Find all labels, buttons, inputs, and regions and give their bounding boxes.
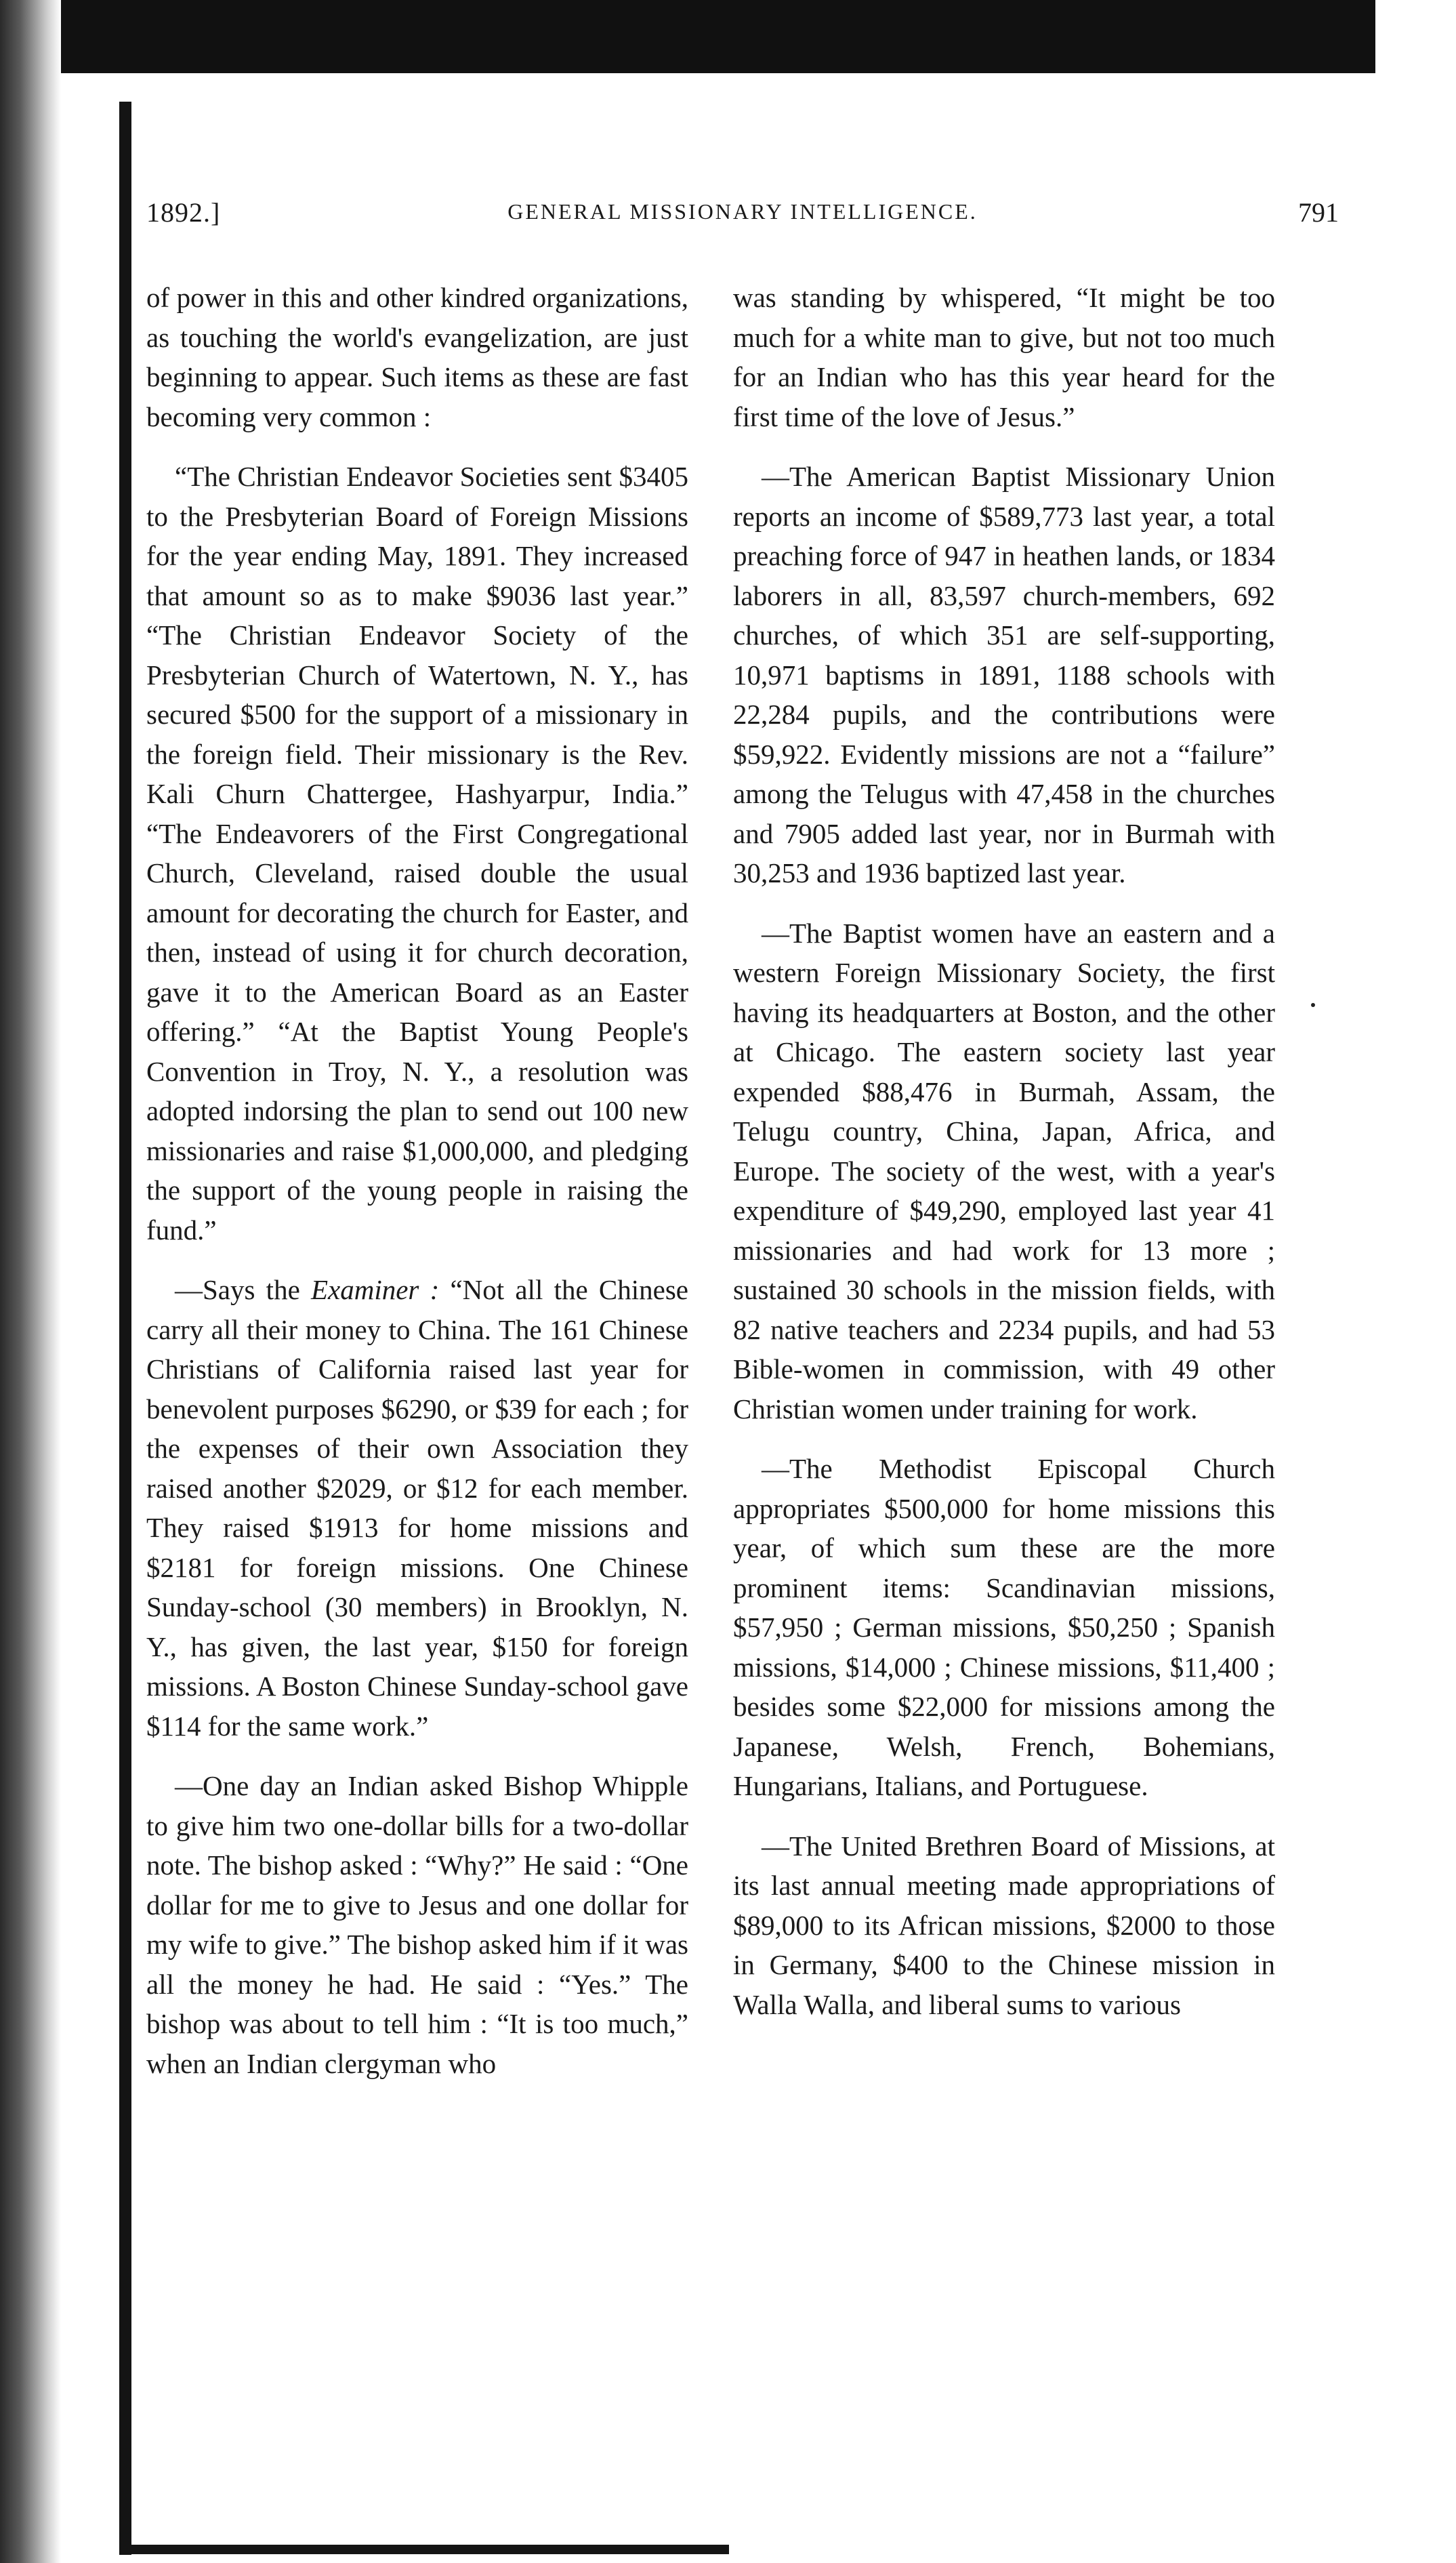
paragraph: of power in this and other kindred organizations, as touching the world's evangelization, are just beginning to appear. Such items as these are fast becoming very common : [146,282,688,432]
paragraph: —The Methodist Episcopal Church appropriates $500,000 for home missions this year, of which sum these are the more prominent items: Scandinavian missions, $57,950 ; German missions, $50,250 ; Spanish missions, $14,000 ; Chinese missions, $11,400 ; besides some $22,000 for missions among the Japanese, Welsh, French, Bohemians, Hungarians, Italians, and Portuguese. [733,1453,1275,1801]
scan-bottom-edge-line [119,2545,729,2554]
paragraph-body: “Not all the Chinese carry all their money to China. The 161 Chinese Christians of California raised last year for benevolent purposes $6290, or $39 for each ; for the expenses of their own Association they raised another $2029, or $12 for each member. They raised $1913 for home missions and $2181 for foreign missions. One Chinese Sunday-school (30 members) in Brooklyn, N. Y., has given, the last year, $150 for foreign missions. A Boston Chinese Sunday-school gave $114 for the same work.” [146,1274,688,1742]
paragraph-lead: —Says the [175,1274,311,1305]
paragraph: —One day an Indian asked Bishop Whipple to give him two one-dollar bills for a two-dollar note. The bishop asked : “Why?” He said : “One dollar for me to give to Jesus and one dollar for my wife to give.” The bishop asked him if it was all the money he had. He said : “Yes.” The bishop was about to tell him : “It is too much,” when an Indian clergyman who [146,1770,688,2079]
scan-left-edge-line [119,102,131,2555]
page-number: 791 [1298,197,1339,228]
scan-top-border [0,0,1375,73]
left-column [146,278,688,2083]
right-column [733,278,1275,2024]
paragraph: —The Baptist women have an eastern and a western Foreign Missionary Society, the first having its headquarters at Boston, and the other at Chicago. The eastern society last year expended $88,476 in Burmah, Assam, the Telugu country, China, Japan, Africa, and Europe. The society of the west, with a year's expenditure of $49,290, employed last year 41 missionaries and had work for 13 more ; sustained 30 schools in the mission fields, with 82 native teachers and 2234 pupils, and had 53 Bible-women in commission, with 49 other Christian women under training for work. [733,917,1275,1424]
header-year: 1892.] [146,197,221,228]
paragraph: —The American Baptist Missionary Union reports an income of $589,773 last year, a total preaching force of 947 in heathen lands, or 1834 laborers in all, 83,597 church-members, 692 churches, of which 351 are self-supporting, 10,971 baptisms in 1891, 1188 schools with 22,284 pupils, and the contributions were $59,922. Evidently missions are not a “failure” among the Telugus with 47,458 in the churches and 7905 added last year, nor in Burmah with 30,253 and 1936 baptized last year. [733,461,1275,888]
ink-speck [1311,1003,1315,1007]
scan-left-shadow [0,0,61,2563]
paragraph [146,1270,688,1746]
paragraph: “The Christian Endeavor Societies sent $3405 to the Presbyterian Board of Foreign Missions for the year ending May, 1891. They increased that amount so as to make $9036 last year.” “The Christian Endeavor Society of the Presbyterian Church of Watertown, N. Y., has secured $500 for the support of a missionary in the foreign field. Their missionary is the Rev. Kali Churn Chattergee, Hashyarpur, India.” “The Endeavorers of the First Congregational Church, Cleveland, raised double the usual amount for decorating the church for Easter, and then, instead of using it for church decoration, gave it to the American Board as an Easter offering.” “At the Baptist Young People's Convention in Troy, N. Y., a resolution was adopted indorsing the plan to send out 100 new missionaries and raise $1,000,000, and pledging the support of the young people in raising the fund.” [146,461,688,1246]
page-header [146,197,1339,244]
paragraph: was standing by whispered, “It might be too much for a white man to give, but not too much for an Indian who has this year heard for the first time of the love of Jesus.” [733,282,1275,432]
publication-name: Examiner : [310,1274,440,1305]
paragraph: —The United Brethren Board of Missions, at its last annual meeting made appropriations of $89,000 to its African missions, $2000 to those in Germany, $400 to the Chinese mission in Walla Walla, and liberal sums to various [733,1830,1275,2020]
running-title: GENERAL MISSIONARY INTELLIGENCE. [507,199,978,224]
